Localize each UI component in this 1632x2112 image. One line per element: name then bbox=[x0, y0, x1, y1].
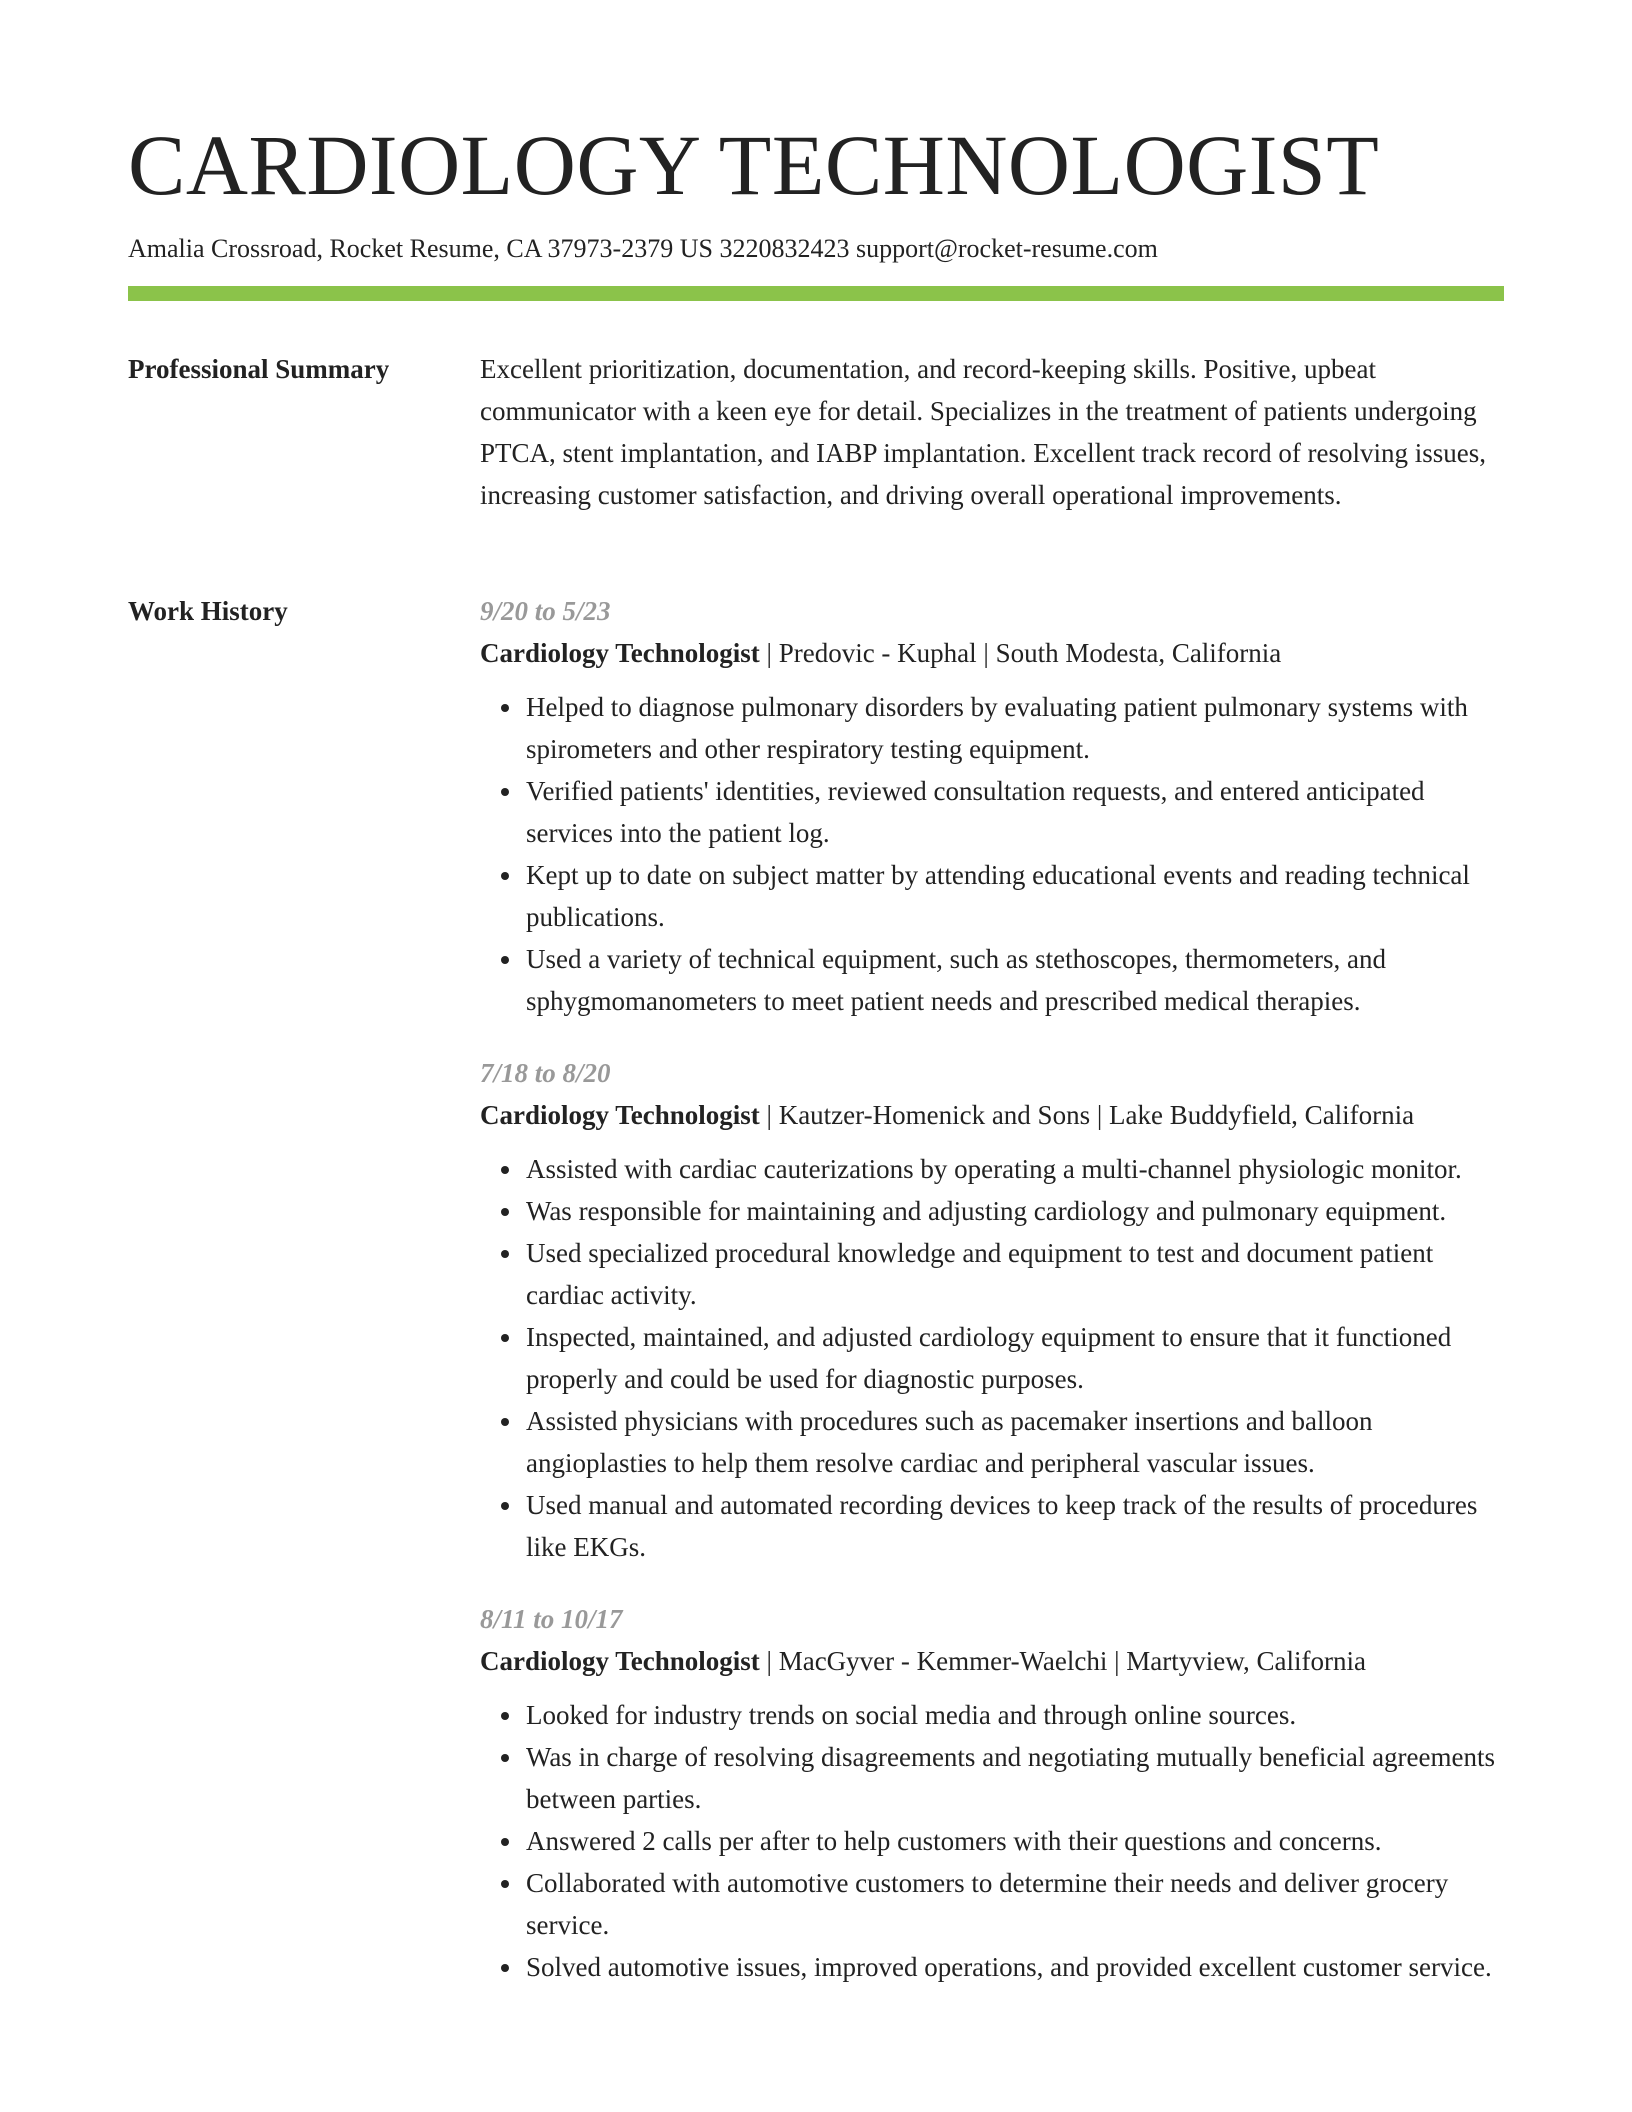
job-title-line bbox=[480, 1640, 1504, 1682]
job-duty-item: • Solved automotive issues, improved operations, and provided excellent customer service. bbox=[524, 1946, 1504, 1988]
job-separator: | bbox=[1107, 1646, 1127, 1676]
job-duty-item: • Kept up to date on subject matter by attending educational events and reading technical publications. bbox=[524, 854, 1504, 938]
job-company: Kautzer-Homenick and Sons bbox=[778, 1100, 1091, 1130]
summary-text: Excellent prioritization, documentation, and record-keeping skills. Positive, upbeat communicator with a keen eye for detail. Specializes in the treatment of patients undergoing PTCA, stent implantation, and IABP implantation. Excellent track record of resolving issues, increasing customer satisfaction, and driving overall operational improvements. bbox=[480, 354, 1487, 510]
work-history-heading: Work History bbox=[128, 596, 288, 626]
job-duty-item: • Helped to diagnose pulmonary disorders by evaluating patient pulmonary systems with spirometers and other respiratory testing equipment. bbox=[524, 686, 1504, 770]
job-separator: | bbox=[759, 638, 779, 668]
job-duties-list bbox=[480, 1694, 1504, 1988]
job-location: Lake Buddyfield, California bbox=[1108, 1100, 1415, 1130]
job-title-line bbox=[480, 632, 1504, 674]
job-entry bbox=[480, 590, 1504, 1022]
job-duty-item: • Was responsible for maintaining and adjusting cardiology and pulmonary equipment. bbox=[524, 1190, 1504, 1232]
job-duty-item: • Was in charge of resolving disagreements and negotiating mutually beneficial agreements between parties. bbox=[524, 1736, 1504, 1820]
job-duty-item: • Assisted with cardiac cauterizations by operating a multi-channel physiologic monitor. bbox=[524, 1148, 1504, 1190]
job-duties-list bbox=[480, 1148, 1504, 1568]
job-company: Predovic - Kuphal bbox=[778, 638, 977, 668]
job-separator: | bbox=[759, 1646, 779, 1676]
job-company: MacGyver - Kemmer-Waelchi bbox=[778, 1646, 1108, 1676]
job-title: Cardiology Technologist bbox=[480, 1646, 760, 1676]
work-history-body bbox=[480, 590, 1504, 2018]
summary-body bbox=[480, 348, 1504, 516]
job-separator: | bbox=[1090, 1100, 1109, 1130]
job-separator: | bbox=[759, 1100, 779, 1130]
resume-title: CARDIOLOGY TECHNOLOGIST bbox=[128, 117, 1380, 213]
header-divider bbox=[128, 286, 1504, 301]
job-duty-item: • Used manual and automated recording devices to keep track of the results of procedures like EKGs. bbox=[524, 1484, 1504, 1568]
job-duty-item: • Inspected, maintained, and adjusted cardiology equipment to ensure that it functioned properly and could be used for diagnostic purposes. bbox=[524, 1316, 1504, 1400]
job-entry bbox=[480, 1052, 1504, 1568]
job-dates: 7/18 to 8/20 bbox=[480, 1058, 611, 1088]
job-title-line bbox=[480, 1094, 1504, 1136]
job-location: Martyview, California bbox=[1126, 1646, 1366, 1676]
job-duty-item: • Verified patients' identities, reviewed consultation requests, and entered anticipated services into the patient log. bbox=[524, 770, 1504, 854]
job-separator: | bbox=[976, 638, 996, 668]
job-duty-item: • Answered 2 calls per after to help customers with their questions and concerns. bbox=[524, 1820, 1504, 1862]
job-duty-item: • Used specialized procedural knowledge and equipment to test and document patient cardiac activity. bbox=[524, 1232, 1504, 1316]
job-duty-item: • Collaborated with automotive customers to determine their needs and deliver grocery service. bbox=[524, 1862, 1504, 1946]
job-duty-item: • Looked for industry trends on social media and through online sources. bbox=[524, 1694, 1504, 1736]
job-dates: 8/11 to 10/17 bbox=[480, 1604, 623, 1634]
job-dates: 9/20 to 5/23 bbox=[480, 596, 611, 626]
job-duties-list bbox=[480, 686, 1504, 1022]
summary-heading: Professional Summary bbox=[128, 354, 390, 384]
job-duty-item: • Used a variety of technical equipment, such as stethoscopes, thermometers, and sphygmomanometers to meet patient needs and prescribed medical therapies. bbox=[524, 938, 1504, 1022]
contact-line: Amalia Crossroad, Rocket Resume, CA 37973-2379 US 3220832423 support@rocket-resume.com bbox=[128, 234, 1158, 263]
job-duty-item: • Assisted physicians with procedures such as pacemaker insertions and balloon angioplasties to help them resolve cardiac and peripheral vascular issues. bbox=[524, 1400, 1504, 1484]
job-location: South Modesta, California bbox=[995, 638, 1282, 668]
job-title: Cardiology Technologist bbox=[480, 1100, 760, 1130]
job-entry bbox=[480, 1598, 1504, 1988]
job-title: Cardiology Technologist bbox=[480, 638, 760, 668]
